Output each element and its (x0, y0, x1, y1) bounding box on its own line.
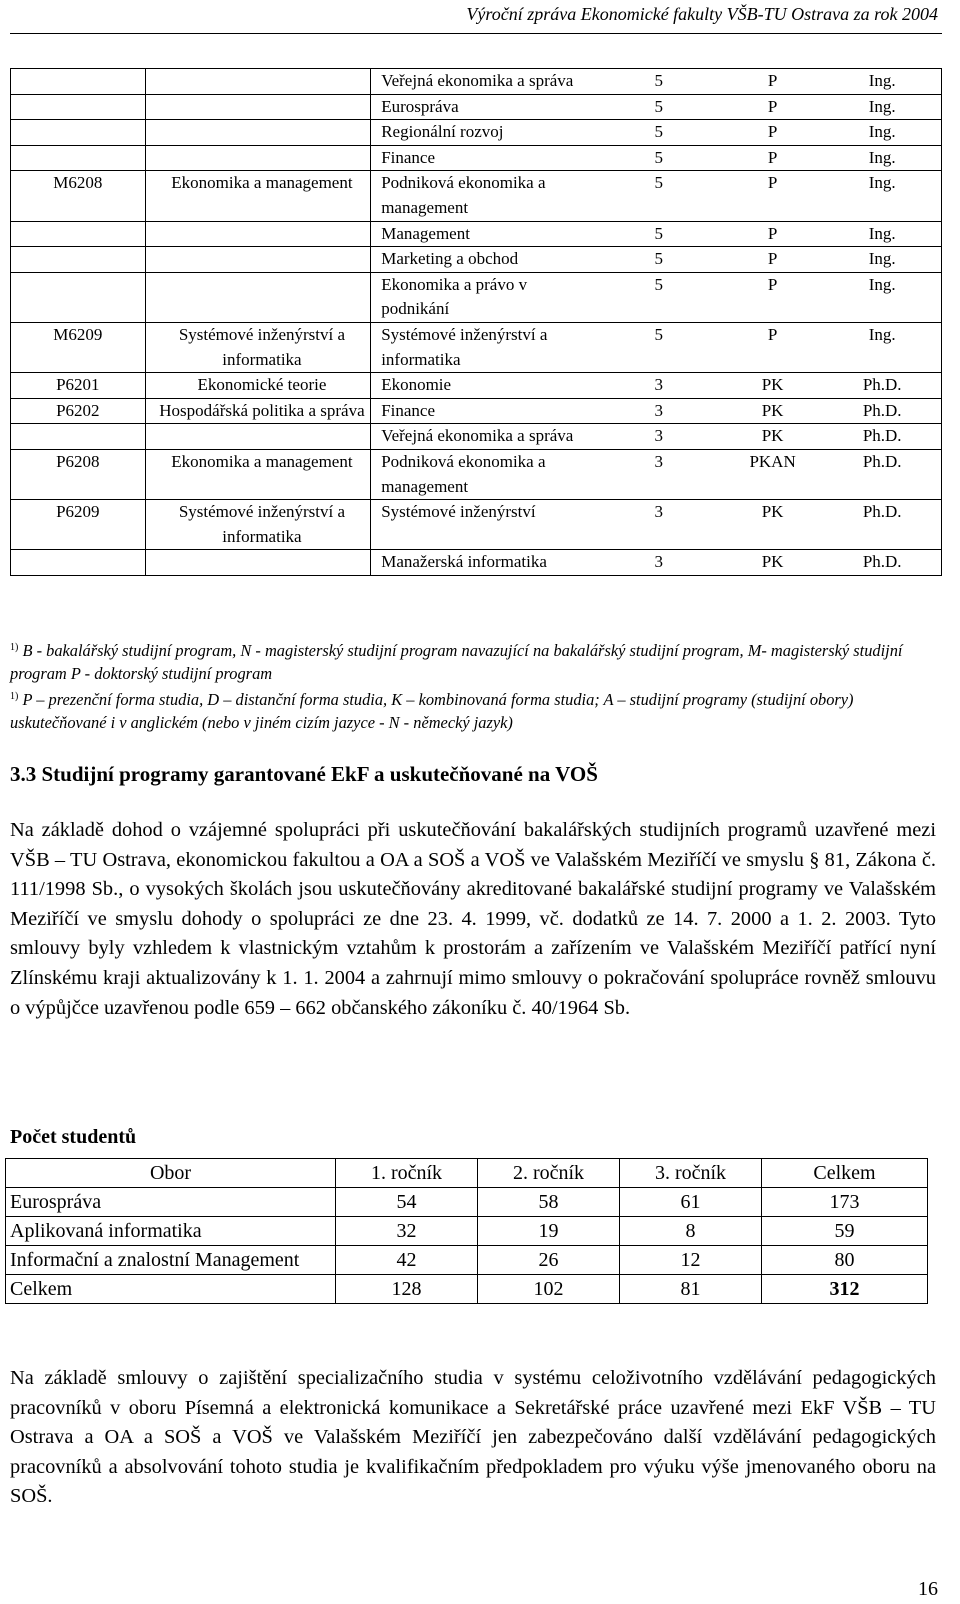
field-name: Systémové inženýrství a informatika (371, 322, 596, 372)
count-cell: 312 (762, 1275, 928, 1304)
program-code: P6201 (11, 373, 146, 399)
program-row (11, 398, 942, 424)
program-code (11, 94, 146, 120)
study-form: P (722, 247, 824, 273)
column-header: Celkem (762, 1159, 928, 1188)
program-name: Ekonomika a management (145, 449, 371, 499)
footnotes (10, 636, 940, 734)
study-length: 5 (596, 171, 722, 221)
field-name: Management (371, 221, 596, 247)
degree-title: Ing. (823, 272, 941, 322)
count-cell: 80 (762, 1246, 928, 1275)
study-length: 3 (596, 373, 722, 399)
field-name: Eurospráva (371, 94, 596, 120)
study-length: 5 (596, 221, 722, 247)
field-name: Finance (371, 145, 596, 171)
program-code: P6202 (11, 398, 146, 424)
program-name (145, 120, 371, 146)
page-number: 16 (918, 1578, 938, 1600)
study-length: 5 (596, 247, 722, 273)
degree-title: Ing. (823, 145, 941, 171)
program-code: P6208 (11, 449, 146, 499)
degree-title: Ing. (823, 247, 941, 273)
program-name (145, 550, 371, 576)
degree-title: Ing. (823, 221, 941, 247)
count-cell: 128 (336, 1275, 478, 1304)
field-name: Manažerská informatika (371, 550, 596, 576)
header-rule (10, 33, 942, 34)
degree-title: Ph.D. (823, 424, 941, 450)
students-header-row (6, 1159, 928, 1188)
count-cell: 61 (620, 1188, 762, 1217)
section-paragraph: Na základě dohod o vzájemné spolupráci při uskutečňování bakalářských studijních programů uzavřené mezi VŠB – TU Ostrava, ekonomickou fakultou a OA a SOŠ a VOŠ ve Valašském Meziříčí ve smyslu § 81, Zákona č. 111/1998 Sb., o vysokých školách jsou uskutečňovány akreditované bakalářské studijní programy ve Valašském Meziříčí ve smyslu dohody o spolupráci ze dne 23. 4. 1999, vč. dodatků ze 14. 7. 2000 a 1. 2. 2003. Tyto smlouvy byly vzhledem k vlastnickým vztahům k prostorám a zařízením ve Valašském Meziříčí patřící nyní Zlínskému kraji aktualizovány k 1. 1. 2004 a zahrnují mimo smlouvy o pokračování spolupráce rovněž smlouvu o výpůjčce uzavřenou podle 659 – 662 občanského zákoníku č. 40/1964 Sb. (10, 819, 936, 1019)
field-name: Marketing a obchod (371, 247, 596, 273)
count-cell: 42 (336, 1246, 478, 1275)
count-cell: 54 (336, 1188, 478, 1217)
program-row (11, 171, 942, 221)
degree-title: Ing. (823, 94, 941, 120)
field-name: Podniková ekonomika a management (371, 449, 596, 499)
program-code: M6209 (11, 322, 146, 372)
footnote-mark: 1) (10, 691, 19, 702)
students-table-title: Počet studentů (10, 1126, 137, 1148)
program-row (11, 145, 942, 171)
degree-title: Ph.D. (823, 373, 941, 399)
degree-title: Ing. (823, 120, 941, 146)
count-cell: 81 (620, 1275, 762, 1304)
program-code (11, 221, 146, 247)
program-name: Hospodářská politika a správa (145, 398, 371, 424)
program-code: M6208 (11, 171, 146, 221)
footnote-text: P – prezenční forma studia, D – distanční forma studia, K – kombinovaná forma studia; A – studijní programy (studijní obory) uskutečňované i v anglickém (nebo v jiném cizím jazyce - N - německý jazyk) (10, 690, 854, 732)
study-form: PK (722, 398, 824, 424)
degree-title: Ing. (823, 69, 941, 95)
footnote-text: B - bakalářský studijní program, N - magisterský studijní program navazující na bakalářský studijní program, M- magisterský studijní program P - doktorský studijní program (10, 641, 903, 683)
program-code: P6209 (11, 500, 146, 550)
field-name: Ekonomie (371, 373, 596, 399)
study-form: P (722, 171, 824, 221)
students-row (6, 1275, 928, 1304)
program-row (11, 322, 942, 372)
closing-paragraph: Na základě smlouvy o zajištění specializačního studia v systému celoživotního vzdělávání pedagogických pracovníků v oboru Písemná a elektronická komunikace a Sekretářské práce uzavřené mezi EkF VŠB – TU Ostrava a OA a SOŠ a VOŠ ve Valašském Meziříčí jen zabezpečováno další vzdělávání pedagogických pracovníků a absolvování tohoto studia je kvalifikačním předpokladem pro výuku výše jmenovaného oboru na SOŠ. (10, 1367, 936, 1508)
study-length: 3 (596, 424, 722, 450)
program-name: Systémové inženýrství a informatika (145, 322, 371, 372)
study-form: P (722, 221, 824, 247)
field-name: Podniková ekonomika a management (371, 171, 596, 221)
study-length: 5 (596, 145, 722, 171)
count-cell: 59 (762, 1217, 928, 1246)
field-cell: Celkem (6, 1275, 336, 1304)
program-row (11, 221, 942, 247)
program-row (11, 500, 942, 550)
study-form: PK (722, 373, 824, 399)
column-header: 2. ročník (478, 1159, 620, 1188)
study-length: 3 (596, 500, 722, 550)
count-cell: 19 (478, 1217, 620, 1246)
students-row (6, 1246, 928, 1275)
field-cell: Aplikovaná informatika (6, 1217, 336, 1246)
program-row (11, 120, 942, 146)
count-cell: 26 (478, 1246, 620, 1275)
program-code (11, 145, 146, 171)
study-programs-table (10, 68, 942, 576)
program-row (11, 272, 942, 322)
field-cell: Eurospráva (6, 1188, 336, 1217)
count-cell: 102 (478, 1275, 620, 1304)
footnote-mark: 1) (10, 642, 19, 653)
program-row (11, 69, 942, 95)
study-length: 5 (596, 120, 722, 146)
study-length: 5 (596, 272, 722, 322)
program-name (145, 94, 371, 120)
program-name (145, 69, 371, 95)
study-length: 3 (596, 449, 722, 499)
program-code (11, 272, 146, 322)
field-name: Veřejná ekonomika a správa (371, 69, 596, 95)
study-form: PK (722, 500, 824, 550)
study-form: PKAN (722, 449, 824, 499)
program-name (145, 145, 371, 171)
column-header: 1. ročník (336, 1159, 478, 1188)
study-form: P (722, 69, 824, 95)
program-code (11, 247, 146, 273)
count-cell: 32 (336, 1217, 478, 1246)
program-name: Systémové inženýrství a informatika (145, 500, 371, 550)
study-form: P (722, 120, 824, 146)
column-header: Obor (6, 1159, 336, 1188)
program-row (11, 424, 942, 450)
degree-title: Ph.D. (823, 449, 941, 499)
study-length: 3 (596, 398, 722, 424)
field-cell: Informační a znalostní Management (6, 1246, 336, 1275)
program-name (145, 247, 371, 273)
program-code (11, 550, 146, 576)
study-form: PK (722, 550, 824, 576)
program-code (11, 69, 146, 95)
program-row (11, 373, 942, 399)
footnote-1 (10, 636, 940, 685)
study-form: P (722, 272, 824, 322)
program-row (11, 247, 942, 273)
study-length: 5 (596, 322, 722, 372)
study-form: P (722, 322, 824, 372)
field-name: Veřejná ekonomika a správa (371, 424, 596, 450)
page-header: Výroční zpráva Ekonomické fakulty VŠB-TU Ostrava za rok 2004 (466, 4, 938, 24)
section-title: 3.3 Studijní programy garantované EkF a uskutečňované na VOŠ (10, 762, 598, 786)
degree-title: Ing. (823, 171, 941, 221)
footnote-2 (10, 685, 940, 734)
program-name: Ekonomika a management (145, 171, 371, 221)
program-row (11, 94, 942, 120)
students-table (5, 1158, 928, 1304)
field-name: Regionální rozvoj (371, 120, 596, 146)
degree-title: Ph.D. (823, 398, 941, 424)
program-name: Ekonomické teorie (145, 373, 371, 399)
field-name: Ekonomika a právo v podnikání (371, 272, 596, 322)
program-row (11, 449, 942, 499)
field-name: Finance (371, 398, 596, 424)
program-name (145, 221, 371, 247)
column-header: 3. ročník (620, 1159, 762, 1188)
count-cell: 12 (620, 1246, 762, 1275)
students-row (6, 1217, 928, 1246)
program-name (145, 272, 371, 322)
field-name: Systémové inženýrství (371, 500, 596, 550)
study-length: 3 (596, 550, 722, 576)
degree-title: Ph.D. (823, 500, 941, 550)
count-cell: 8 (620, 1217, 762, 1246)
count-cell: 173 (762, 1188, 928, 1217)
study-form: PK (722, 424, 824, 450)
degree-title: Ing. (823, 322, 941, 372)
count-cell: 58 (478, 1188, 620, 1217)
program-name (145, 424, 371, 450)
students-row (6, 1188, 928, 1217)
degree-title: Ph.D. (823, 550, 941, 576)
program-row (11, 550, 942, 576)
program-code (11, 120, 146, 146)
program-code (11, 424, 146, 450)
study-form: P (722, 94, 824, 120)
study-form: P (722, 145, 824, 171)
study-length: 5 (596, 94, 722, 120)
study-length: 5 (596, 69, 722, 95)
